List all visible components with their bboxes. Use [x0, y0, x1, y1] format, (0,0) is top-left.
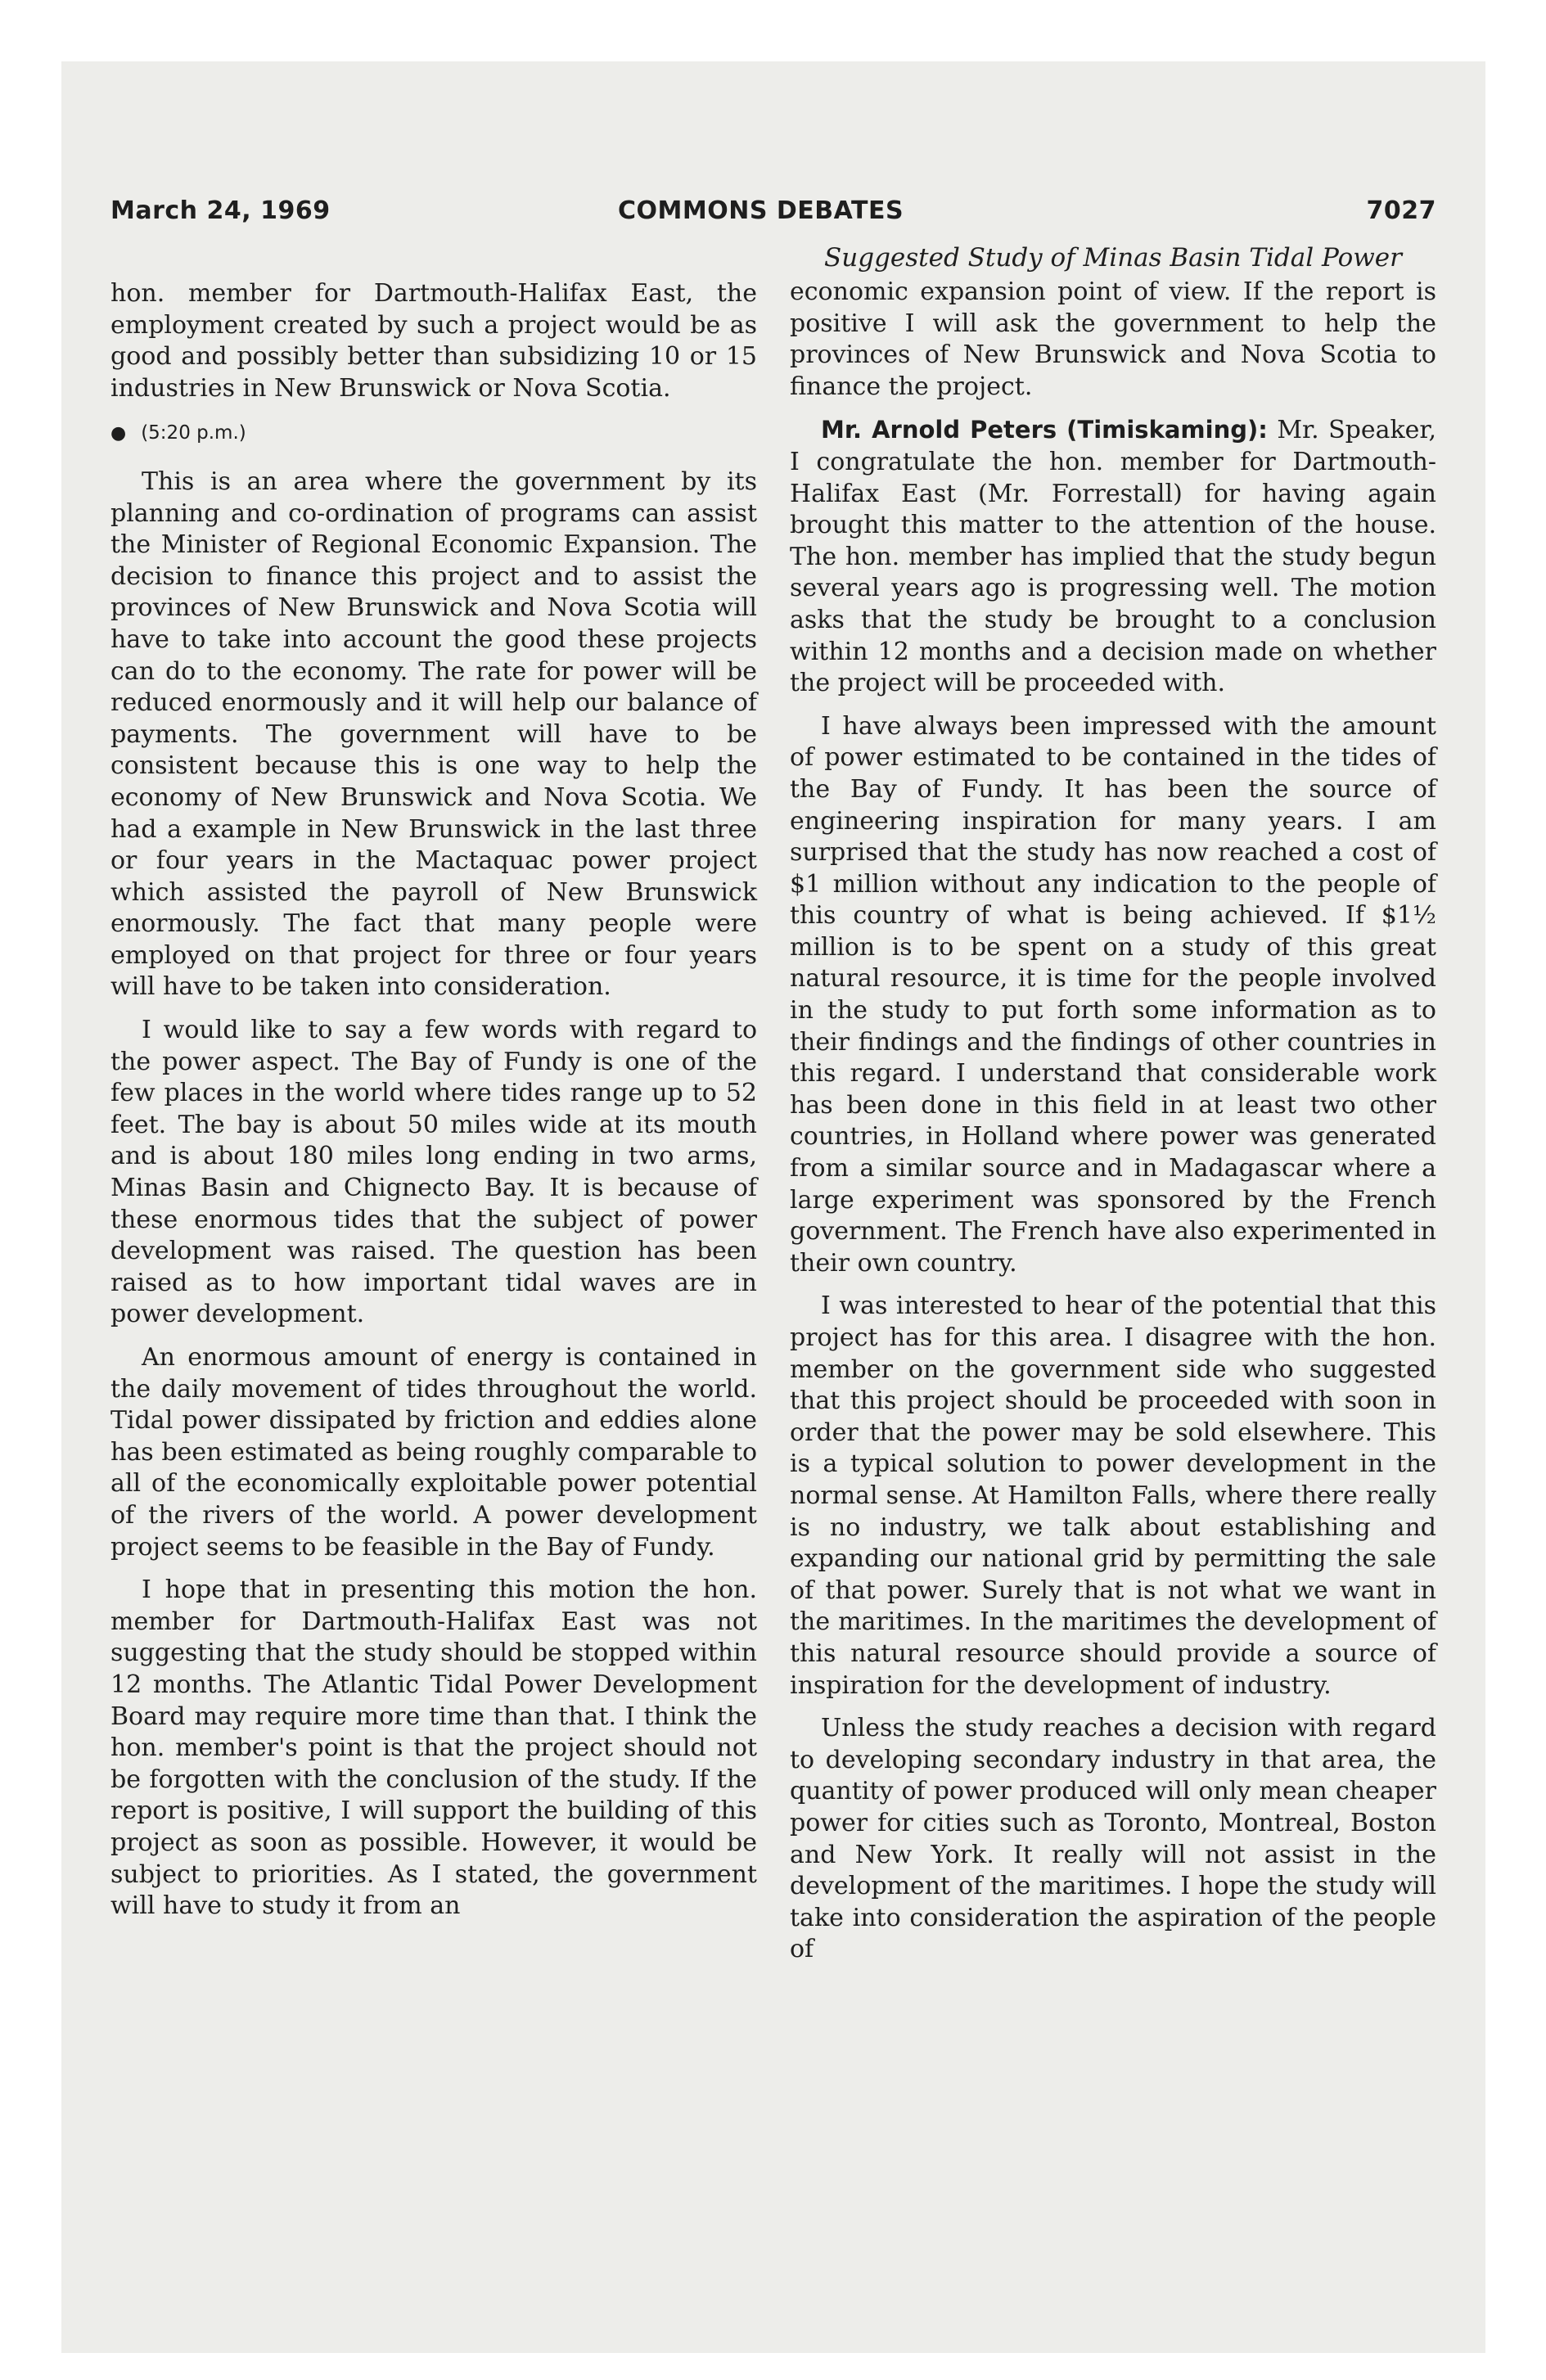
left-column	[110, 278, 757, 1922]
paragraph: An enormous amount of energy is contained in the daily movement of tides throughout the world. Tidal power dissipated by friction and eddies alone has been estimated as being roughly comparable to all of the economically exploitable power potential of the rivers of the world. A power development project seems to be feasible in the Bay of Fundy.	[110, 1343, 757, 1562]
paragraph: I hope that in presenting this motion the hon. member for Dartmouth-Halifax East was not suggesting that the study should be stopped within 12 months. The Atlantic Tidal Power Development Board may require more time than that. I think the hon. member's point is that the project should not be forgotten with the conclusion of the study. If the report is positive, I will support the building of this project as soon as possible. However, it would be subject to priorities. As I stated, the government will have to study it from an	[110, 1575, 757, 1921]
header-page-number: 7027	[1366, 196, 1436, 225]
paragraph: hon. member for Dartmouth-Halifax East, the employment created by such a project would be as good and possibly better than subsidizing 10 or 15 industries in New Brunswick or Nova Scotia.	[110, 279, 757, 403]
paragraph: economic expansion point of view. If the report is positive I will ask the government to help the provinces of New Brunswick and Nova Scotia to finance the project.	[790, 277, 1436, 401]
paragraph: Unless the study reaches a decision with regard to developing secondary industry in that area, the quantity of power produced will only mean cheaper power for cities such as Toronto, Montreal, Boston and New York. It really will not assist in the development of the maritimes. I hope the study will take into consideration the aspiration of the people of	[790, 1714, 1436, 1964]
paragraph: This is an area where the government by its planning and co-ordination of programs can assist the Minister of Regional Economic Expansion. The decision to finance this project and to assist the provinces of New Brunswick and Nova Scotia will have to take into account the good these projects can do to the economy. The rate for power will be reduced enormously and it will help our balance of payments. The government will have to be consistent because this is one way to help the economy of New Brunswick and Nova Scotia. We had a example in New Brunswick in the last three or four years in the Mactaquac power project which assisted the payroll of New Brunswick enormously. The fact that many people were employed on that project for three or four years will have to be taken into consideration.	[110, 467, 757, 1002]
paragraph: I was interested to hear of the potential that this project has for this area. I disagree with the hon. member on the government side who suggested that this project should be proceeded with soon in order that the power may be sold elsewhere. This is a typical solution to power development in the normal sense. At Hamilton Falls, where there really is no industry, we talk about establishing and expanding our national grid by permitting the sale of that power. Surely that is not what we want in the maritimes. In the maritimes the development of this natural resource should provide a source of inspiration for the development of industry.	[790, 1291, 1436, 1700]
paragraph: I have always been impressed with the amount of power estimated to be contained in the tides of the Bay of Fundy. It has been the source of engineering inspiration for many years. I am surprised that the study has now reached a cost of $1 million without any indication to the people of this country of what is being achieved. If $1½ million is to be spent on a study of this great natural resource, it is time for the people involved in the study to put forth some information as to their findings and the findings of other countries in this regard. I understand that considerable work has been done in this field in at least two other countries, in Holland where power was generated from a similar source and in Madagascar where a large experiment was sponsored by the French government. The French have also experimented in their own country.	[790, 711, 1436, 1278]
timestamp-line	[110, 417, 757, 450]
bullet-icon: ●	[110, 423, 127, 444]
right-column	[790, 239, 1436, 1966]
paragraph: I would like to say a few words with regard to the power aspect. The Bay of Fundy is one of the few places in the world where tides range up to 52 feet. The bay is about 50 miles wide at its mouth and is about 180 miles long ending in two arms, Minas Basin and Chignecto Bay. It is because of these enormous tides that the subject of power development was raised. The question has been raised as to how important tidal waves are in power development.	[110, 1016, 757, 1329]
speaker-text: Mr. Speaker, I congratulate the hon. member for Dartmouth-Halifax East (Mr. Forrestall) for having again brought this matter to the attention of the house. The hon. member has implied that the study begun several years ago is progressing well. The motion asks that the study be brought to a conclusion within 12 months and a decision made on whether the project will be proceeded with.	[790, 416, 1436, 698]
subject-heading: Suggested Study of Minas Basin Tidal Power	[824, 243, 1402, 273]
header-date: March 24, 1969	[110, 196, 331, 225]
header-title: COMMONS DEBATES	[618, 196, 904, 225]
speaker-name: Mr. Arnold Peters (Timiskaming):	[821, 416, 1268, 444]
running-header	[110, 196, 1436, 237]
speaker-paragraph	[790, 414, 1436, 699]
timestamp: (5:20 p.m.)	[141, 422, 246, 444]
